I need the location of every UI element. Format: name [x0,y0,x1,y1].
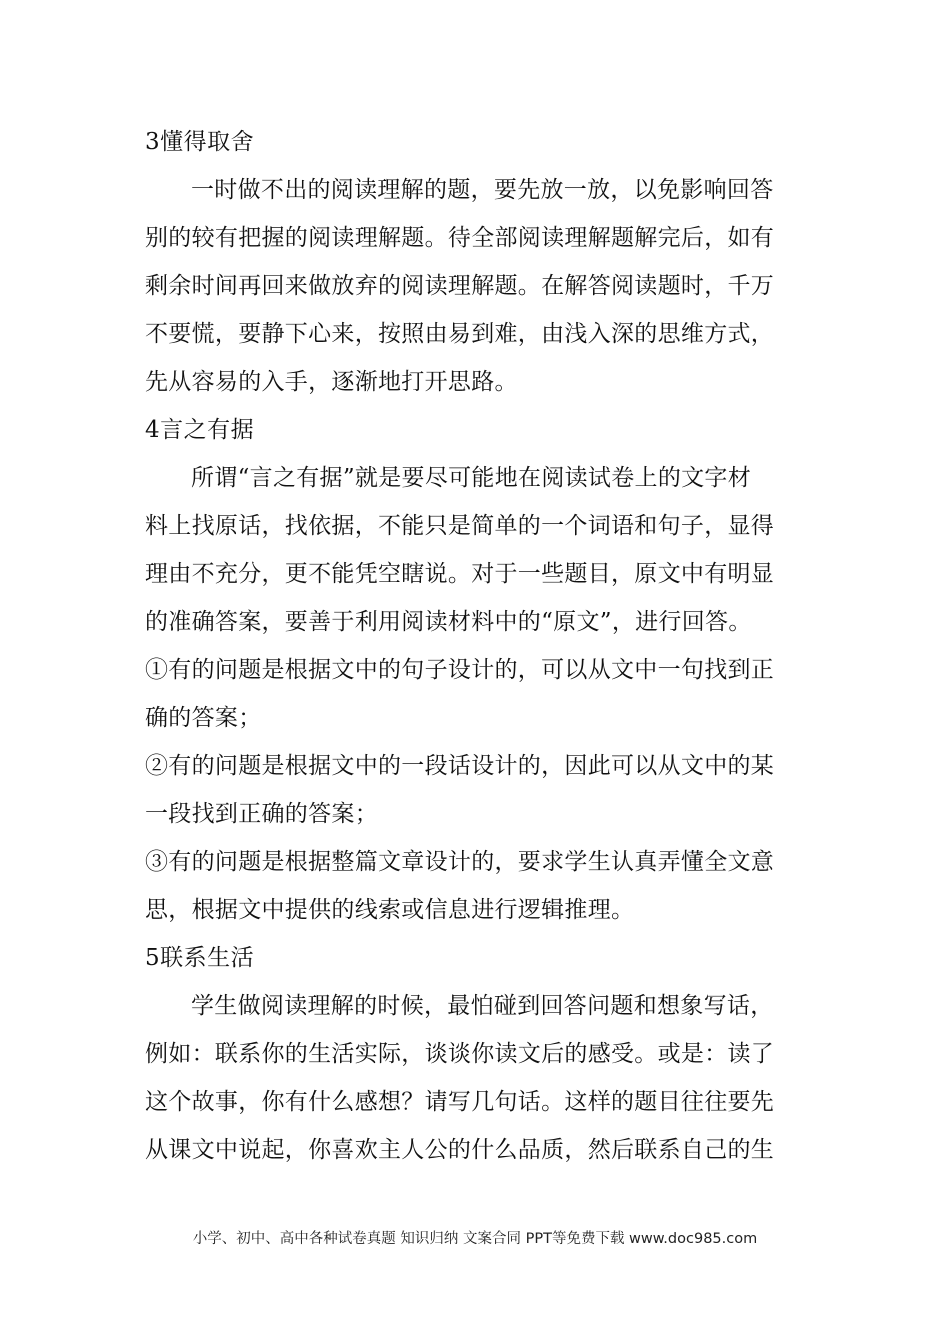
section-heading-4: 4言之有据 [145,417,255,443]
list-item-3: ③有的问题是根据整篇文章设计的，要求学生认真弄懂全文意 [145,849,775,875]
page-footer: 小学、初中、高中各种试卷真题 知识归纳 文案合同 PPT等免费下载 www.doc985.com [192,1231,758,1247]
document-body [145,118,807,1174]
section-heading-3: 3懂得取舍 [145,129,255,155]
list-item-3-continued: 思，根据文中提供的线索或信息进行逻辑推理。 [145,897,635,923]
paragraph-line: 料上找原话，找依据，不能只是简单的一个词语和句子，显得 [145,513,775,539]
paragraph-line: 例如：联系你的生活实际，谈谈你读文后的感受。或是：读了 [145,1041,775,1067]
paragraph-line: 先从容易的入手，逐渐地打开思路。 [145,369,518,395]
paragraph-line: 一时做不出的阅读理解的题，要先放一放，以免影响回答 [191,177,774,203]
paragraph-line: 所谓“言之有据”就是要尽可能地在阅读试卷上的文字材 [191,465,752,491]
paragraph-line: 从课文中说起，你喜欢主人公的什么品质，然后联系自己的生 [145,1137,775,1163]
list-item-1: ①有的问题是根据文中的句子设计的，可以从文中一句找到正 [145,657,775,683]
list-item-2-continued: 一段找到正确的答案； [145,801,378,827]
paragraph-line: 的准确答案，要善于利用阅读材料中的“原文”，进行回答。 [145,609,752,635]
list-item-1-continued: 确的答案； [145,705,262,731]
list-item-2: ②有的问题是根据文中的一段话设计的，因此可以从文中的某 [145,753,775,779]
paragraph-line: 学生做阅读理解的时候，最怕碰到回答问题和想象写话， [191,993,774,1019]
paragraph-line: 这个故事，你有什么感想？请写几句话。这样的题目往往要先 [145,1089,775,1115]
paragraph-line: 剩余时间再回来做放弃的阅读理解题。在解答阅读题时，千万 [145,273,775,299]
paragraph-line: 别的较有把握的阅读理解题。待全部阅读理解题解完后，如有 [145,225,775,251]
section-heading-5: 5联系生活 [145,945,255,971]
paragraph-line: 不要慌，要静下心来，按照由易到难，由浅入深的思维方式， [145,321,775,347]
paragraph-line: 理由不充分，更不能凭空瞎说。对于一些题目，原文中有明显 [145,561,775,587]
